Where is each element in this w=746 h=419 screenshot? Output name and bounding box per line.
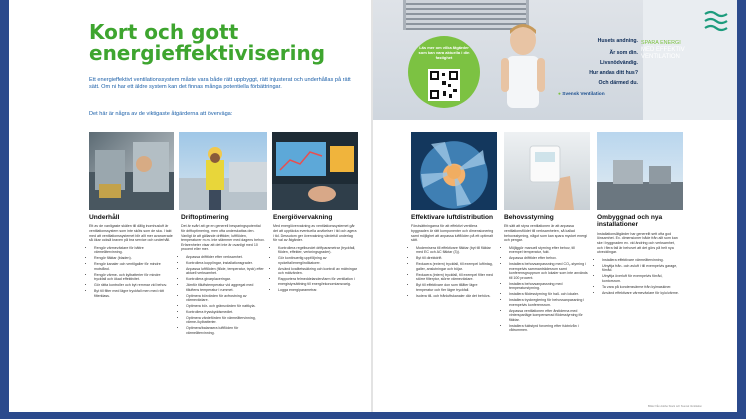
list-item: • Installera tryckreglering för behovsanpassning i exempelvis konferensrum.: [509, 298, 588, 307]
list-item: • Rapportera felmeddelanden/larm för ventilation i energistyrsättning till energi/ekonomiansvarig.: [278, 277, 357, 286]
column-heading: Driftoptimering: [181, 214, 229, 221]
list-item: • Optimera bör- och gränsvärden för nattkyla.: [186, 304, 265, 309]
list-item: • Isolera till- och frånluftskanaler där det behövs.: [416, 294, 495, 299]
bullet-list: [89, 246, 173, 298]
circle-text: Läs mer om vilka åtgärder som kan vara aktuella i din fastighet: [418, 45, 470, 60]
tagline-line: MED EFFEKTIV: [641, 47, 685, 53]
intro-lead: Det här är några av de viktigaste åtgärderna att överväga:: [89, 111, 233, 117]
photo-credit: Bilder från Adobe Stock och Svensk Ventilation: [648, 405, 702, 408]
column-heading: Behovsstyrning: [504, 214, 554, 221]
list-item: • Möjliggör manuell styrning efter behov, till exempel temperatur, fukt.: [509, 246, 588, 255]
list-item: • Rengör värme- och kylbatterier för mindre tryckfall och ökad effektivitet.: [94, 273, 173, 282]
fan-photo: [411, 132, 497, 210]
bullet-list: [411, 246, 495, 298]
tagline-line: VENTILATION: [641, 54, 680, 60]
brand-mark-icon: ●: [558, 92, 561, 97]
list-item: • Ta vara på kondensvärme från kylmaskiner.: [602, 285, 681, 290]
list-item: • Anpassa ventilationen efter årstiderna med vintersparläge kompenserad flödesstyrning för fläktar.: [509, 309, 588, 323]
list-item: • Optimera värdeförden för värmeåtervinning, värme-/kylbatterier.: [186, 316, 265, 325]
list-item: • Rengör värmeväxlare för bättre värmeåtervinning.: [94, 246, 173, 255]
intro-text: Ett energieffektivt ventilationssystem måste vara både rätt uppbyggt, rätt injusterat och underhållas på rätt sätt. Om ni har ett äldre system kan det finnas många potentiella förbättringar.: [89, 77, 351, 91]
list-item: • Byt till filter med lägre tryckfall men med rätt filterklass.: [94, 289, 173, 298]
quote-line: Hur andas ditt hus?: [589, 70, 638, 76]
quote-line: Husets andning.: [597, 38, 638, 44]
list-item: • Anpassa luftflöden (flöde, temperatur, tryck) efter aktuell verksamhet.: [186, 267, 265, 276]
thermostat-photo: [504, 132, 590, 210]
quote-line: Är som din.: [609, 50, 638, 56]
column-heading: Underhåll: [89, 214, 120, 221]
column-body: Förutsättningarna för att effektivt ventilera byggnaden är rätt komponenter och dimensionering samt möjlighet att anpassa luftflöden på ett optimalt sätt.: [411, 224, 494, 243]
column-body: Ett sätt att styra ventilationen är att anpassa ventilationsflödet till verksamheten, så kallad behovsstyrning, något som kan spara mycket energi och pengar.: [504, 224, 588, 243]
list-item: • Använd kvalitetssäkring och kontroll av mätningar och mätvärden.: [278, 267, 357, 276]
maintenance-photo: [89, 132, 174, 210]
operations-photo: [179, 132, 267, 210]
column-heading: Energiövervakning: [273, 214, 333, 221]
list-item: • Rengör fläktar (bladen).: [94, 256, 173, 261]
list-item: • Anpassa drifttider efter verksamhet.: [186, 255, 265, 260]
advert-banner: [373, 0, 737, 120]
column-heading: Effektivare luftdistribution: [411, 214, 494, 221]
list-item: • Gör rätta kontroller och byt remmar vid behov.: [94, 283, 173, 288]
list-item: • Anpassa drifttider efter behov.: [509, 256, 588, 261]
list-item: • Utnyttja överluft för exempelvis förråd, kontorsrum.: [602, 274, 681, 283]
list-item: • Installera behovsanpassning med CO₂-styrning i exempelvis sammanträdesrum samt konferensgrupprum och lokaler som inte används till 100 procent.: [509, 262, 588, 280]
column-operations: [181, 214, 265, 337]
list-item: • Installera effektivare värmeåtervinning.: [602, 258, 681, 263]
bullet-list: [597, 258, 681, 295]
quote-line: Och därmed du.: [598, 80, 638, 86]
list-item: • Kontrollera givarplaceringar.: [186, 277, 265, 282]
quote-line: Livsnödvändig.: [599, 60, 638, 66]
column-renovation: [597, 214, 681, 296]
bullet-list: [181, 255, 265, 336]
column-heading: Ombyggnad och nya installationer: [597, 214, 663, 229]
list-item: • Gör kontinuerlig uppföljning av nyckeltal/energiindikatorer.: [278, 256, 357, 265]
list-item: • Kontrollera frysskyddsmedlet.: [186, 310, 265, 315]
list-item: • Reducera (extern) tryckfall, till exempel luftintag, galler, anslutningar och böjar.: [416, 262, 495, 271]
list-item: • Jämför tilluftstemperatur vid aggregat med tilluftens temperatur i rummet.: [186, 283, 265, 292]
right-page: [373, 0, 737, 412]
monitoring-photo: [272, 132, 358, 210]
list-item: • Utnyttja från- och avluft i till exempelvis garage, förråd.: [602, 264, 681, 273]
list-item: • Installera behovsanpassning med temperaturstyrning.: [509, 282, 588, 291]
column-monitoring: [273, 214, 357, 294]
qr-code-icon[interactable]: [428, 69, 460, 101]
column-distribution: [411, 214, 495, 300]
list-item: • Optimera börvärden för avfrostning av värmeväxlare.: [186, 294, 265, 303]
brand-name: Svensk Ventilation: [562, 92, 605, 97]
tagline-line: SPARA ENERGI: [641, 40, 681, 46]
column-maintenance: [89, 214, 173, 300]
list-item: • Rengör kanaler och ventilgaller för mindre motstånd.: [94, 262, 173, 271]
list-item: • Installera flödesstyrning för hall- och lokaler.: [509, 292, 588, 297]
column-body: Det är svårt att ge en generell besparingspotential för driftoptimering, men ofta underskattas den. Vanligt är att gällande drifttider, luftflöden, temperaturer m.m. inte stämmer med dagens behov. Erfarenheter visar att det inte är ovanligt med 10 procent eller mer.: [181, 224, 265, 252]
list-item: • Byt till direktdrift.: [416, 256, 495, 261]
boy-illustration: [493, 18, 553, 120]
magazine-spread: [9, 0, 737, 412]
list-item: • Använd effektivare värmeväxlare för kylo/värme.: [602, 291, 681, 296]
column-body: Med energiövervakning av ventilationssystemet går det att upptäcka eventuella avvikelser i tid och agera i tid. Dessutom ger övervakning värdefull underlag för val av åtgärder.: [273, 224, 357, 243]
brand-logo: [558, 92, 605, 97]
rooftop-photo: [597, 132, 683, 210]
info-circle: [408, 36, 480, 108]
page-title: Kort och gott energieffektivisering: [89, 20, 326, 65]
bullet-list: [504, 246, 588, 333]
list-item: • Optimera/balansera luftflöden för värmeåtervinning.: [186, 326, 265, 335]
list-item: • Modernisera till effektivare fläktar (byt till fläktar med EC och AC fläktar (3)).: [416, 246, 495, 255]
list-item: • Kontrollera kopplingar, installationsgrader.: [186, 261, 265, 266]
list-item: • Installera fuktstyrd forcering efter fuktnivån i våtrummen.: [509, 324, 588, 333]
column-body: Ett av de vanligaste skälen till dålig inomhusluft är ventilationssystem som inte sköts som de ska. I takt med att ventilationssystemet blir allt mer avancerade så ökar också kraven på bra service och underhåll.: [89, 224, 173, 243]
campaign-tagline: [641, 40, 731, 61]
list-item: • Kontrollera regelbundet driftparametrar (tryckfall, flöden, effekter, verkningsgrader).: [278, 246, 357, 255]
bullet-list: [273, 246, 357, 293]
list-item: • Reducera (intern) tryckfall, till exempel filter med större filterytor, större värmeväxlare.: [416, 273, 495, 282]
left-page: [9, 0, 372, 412]
column-body: Installationsåtgärder har generellt sett ofta god lönsamhet. Ex. dimensioner både från allt som kan ske i byggnaden ex. vid ändring och verksamhet, och i flera fall är behovet att det görs på helt nya utvecklingar.: [597, 231, 678, 255]
column-demand-control: [504, 214, 588, 334]
list-item: • Byt till effektivare don som tillåter lägre temperatur och fler lägre tryckfall.: [416, 283, 495, 292]
list-item: • Logga energiparametrar.: [278, 288, 357, 293]
wave-logo-icon: [703, 8, 729, 34]
